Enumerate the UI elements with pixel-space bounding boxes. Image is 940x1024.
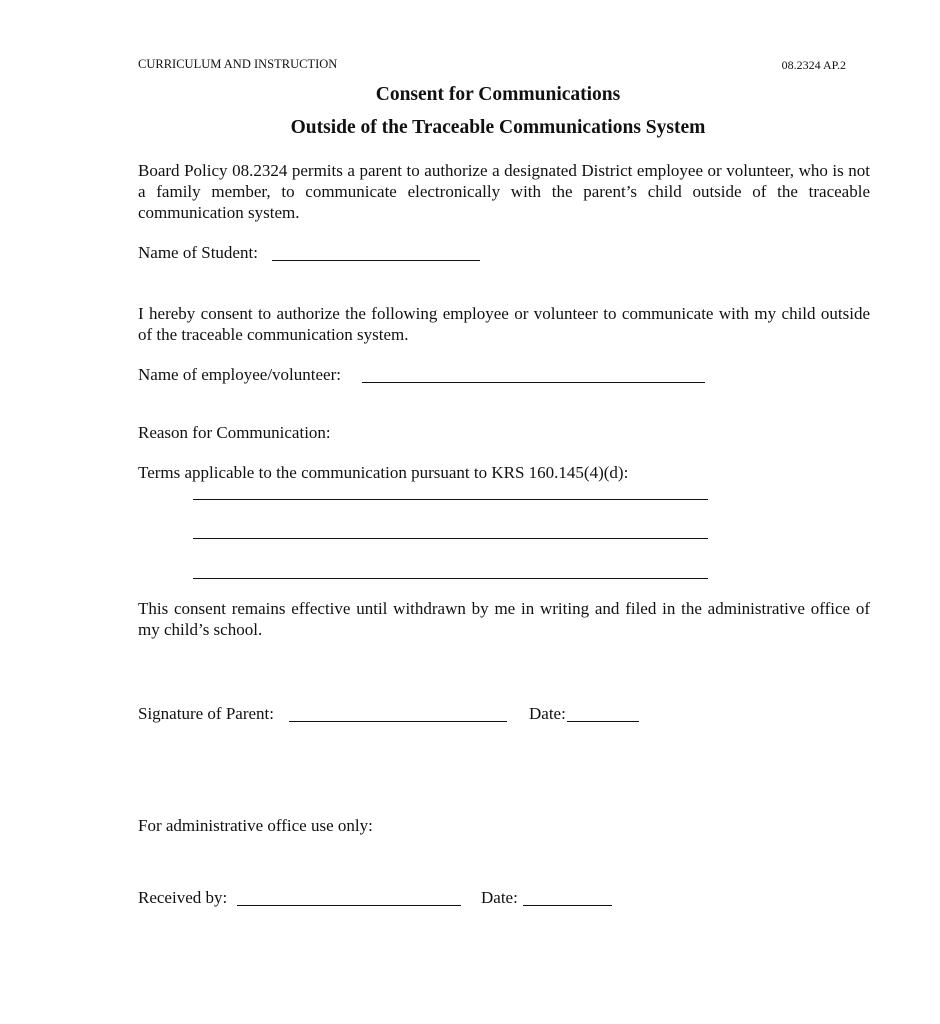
received-date-label: Date: (481, 888, 518, 907)
policy-code: 08.2324 AP.2 (781, 58, 846, 72)
form-title: Consent for Communications (375, 84, 621, 105)
signature-date-field[interactable] (567, 721, 639, 722)
terms-field-line-1[interactable] (193, 499, 708, 500)
effective-paragraph: This consent remains effective until withdrawn by me in writing and filed in the administrative office of my child’s school. (138, 599, 870, 639)
student-name-label: Name of Student: (138, 243, 258, 262)
form-subtitle: Outside of the Traceable Communications System (290, 117, 706, 138)
terms-label: Terms applicable to the communication pursuant to KRS 160.145(4)(d): (138, 463, 629, 482)
consent-paragraph: I hereby consent to authorize the following employee or volunteer to communicate with my child outside of the traceable communication system. (138, 304, 870, 344)
received-date-field[interactable] (523, 905, 612, 906)
received-by-label: Received by: (138, 888, 228, 907)
parent-signature-field[interactable] (289, 721, 507, 722)
employee-name-field[interactable] (362, 382, 705, 383)
employee-name-label: Name of employee/volunteer: (138, 365, 341, 384)
reason-label: Reason for Communication: (138, 423, 331, 442)
terms-field-line-3[interactable] (193, 578, 708, 579)
received-by-field[interactable] (237, 905, 461, 906)
section-header: CURRICULUM AND INSTRUCTION (138, 57, 338, 71)
terms-field-line-2[interactable] (193, 538, 708, 539)
admin-use-note: For administrative office use only: (138, 816, 373, 835)
student-name-field[interactable] (272, 260, 480, 261)
signature-date-label: Date: (529, 704, 566, 723)
parent-signature-label: Signature of Parent: (138, 704, 274, 723)
intro-paragraph: Board Policy 08.2324 permits a parent to authorize a designated District employee or volunteer, who is not a family member, to communicate electronically with the parent’s child outside of the traceable communication system. (138, 161, 870, 222)
